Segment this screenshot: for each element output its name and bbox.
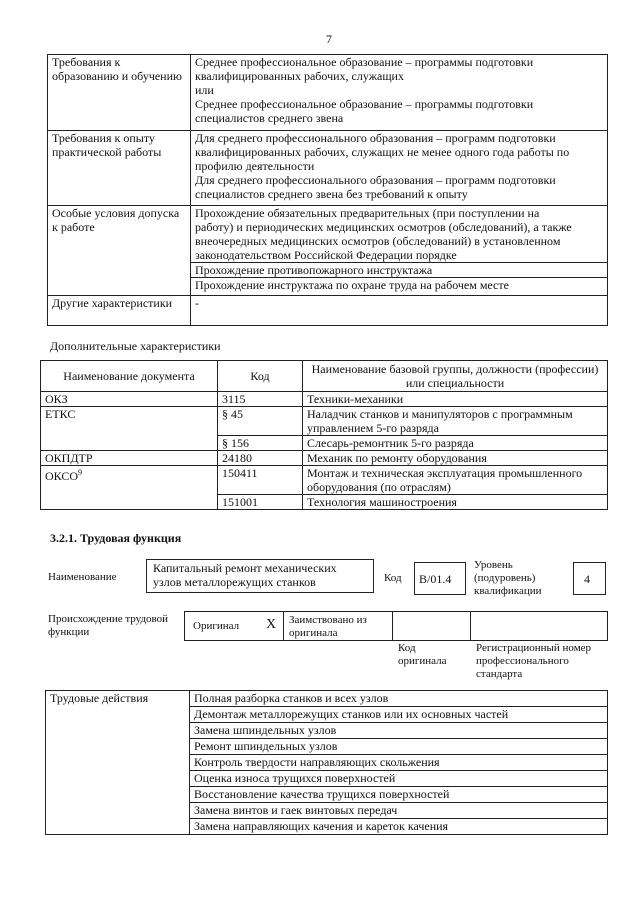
other-label: Другие характеристики	[48, 296, 191, 326]
code-label: Код	[384, 572, 402, 584]
admission-label: Особые условия допуска к работе	[48, 206, 191, 296]
code-cell: 24180	[218, 451, 303, 466]
divider	[392, 611, 393, 641]
labor-actions-table	[45, 690, 608, 835]
experience-line: профилю деятельности	[195, 159, 315, 173]
original-label: Оригинал	[193, 620, 240, 632]
header-code: Код	[218, 361, 303, 392]
orig-code-label: Код оригинала	[398, 642, 447, 667]
education-label: Требования к образованию и обучению	[48, 55, 191, 131]
list-item: Полная разборка станков и всех узлов	[190, 691, 607, 707]
section-title: 3.2.1. Трудовая функция	[50, 531, 182, 545]
original-mark: X	[266, 617, 277, 632]
header-doc: Наименование документа	[41, 361, 218, 392]
doc-cell: ОКПДТР	[41, 451, 218, 466]
labor-actions-label: Трудовые действия	[46, 691, 190, 835]
list-item: Контроль твердости направляющих скольжения	[190, 755, 607, 771]
education-line: Среднее профессиональное образование – программы подготовки	[195, 55, 534, 69]
admission-line: внеочередных медицинских осмотров (обследований) в установленном	[195, 234, 561, 248]
name-label: Наименование	[48, 571, 117, 583]
divider	[283, 611, 284, 641]
doc-cell: ЕТКС	[41, 407, 218, 451]
divider	[470, 611, 471, 641]
experience-line: Для среднего профессионального образования – программ подготовки	[195, 173, 556, 187]
list-item: Демонтаж металлорежущих станков или их основных частей	[190, 707, 607, 723]
name-cell: Слесарь-ремонтник 5-го разряда	[303, 436, 608, 451]
education-line: квалифицированных рабочих, служащих	[195, 69, 404, 83]
labor-actions-list	[190, 691, 608, 835]
name-cell: Наладчик станков и манипуляторов с программным управлением 5-го разряда	[303, 407, 608, 436]
header-name: Наименование базовой группы, должности (профессии) или специальности	[303, 361, 608, 392]
experience-value	[191, 131, 608, 206]
name-cell: Техники-механики	[303, 392, 608, 407]
admission-line: работу) и периодических медицинских осмотров (обследований), а также	[195, 220, 572, 234]
list-item: Оценка износа трущихся поверхностей	[190, 771, 607, 787]
admission-value	[191, 206, 608, 296]
admission-fire: Прохождение противопожарного инструктажа	[191, 262, 607, 277]
admission-line: Прохождение обязательных предварительных (при поступлении на	[195, 206, 540, 220]
list-item: Восстановление качества трущихся поверхностей	[190, 787, 607, 803]
function-code: B/01.4	[414, 562, 466, 595]
name-cell: Механик по ремонту оборудования	[303, 451, 608, 466]
other-value: -	[191, 296, 608, 326]
code-cell: § 156	[218, 436, 303, 451]
code-cell: 150411	[218, 466, 303, 495]
origin-box	[184, 611, 608, 641]
education-line: или	[195, 83, 214, 97]
admission-line: законодательством Российской Федерации порядке	[195, 248, 457, 262]
doc-cell	[41, 466, 218, 510]
table-row	[41, 392, 608, 407]
additional-title: Дополнительные характеристики	[50, 339, 221, 353]
classifiers-table	[40, 360, 608, 510]
table-row	[41, 466, 608, 495]
name-cell: Монтаж и техническая эксплуатация промышленного оборудования (по отраслям)	[303, 466, 608, 495]
level-value: 4	[573, 562, 606, 595]
name-cell: Технология машиностроения	[303, 495, 608, 510]
code-cell: 151001	[218, 495, 303, 510]
doc-cell: ОКЗ	[41, 392, 218, 407]
doc-okso: ОКСО	[45, 469, 79, 483]
education-line: Среднее профессиональное образование – программы подготовки	[195, 97, 534, 111]
education-value	[191, 55, 608, 131]
experience-label: Требования к опыту практической работы	[48, 131, 191, 206]
page-number: 7	[326, 32, 332, 46]
experience-line: Для среднего профессионального образования – программ подготовки	[195, 131, 556, 145]
reg-number-label: Регистрационный номер профессионального стандарта	[476, 642, 592, 680]
requirements-table	[47, 54, 608, 326]
table-row	[41, 407, 608, 436]
education-line: специалистов среднего звена	[195, 111, 344, 125]
footnote-mark: 9	[78, 468, 83, 477]
list-item: Ремонт шпиндельных узлов	[190, 739, 607, 755]
function-name: Капитальный ремонт механических узлов металлорежущих станков	[146, 559, 374, 593]
admission-safety: Прохождение инструктажа по охране труда на рабочем месте	[191, 277, 607, 292]
list-item: Замена направляющих качения и кареток качения	[194, 819, 449, 833]
list-item: Замена винтов и гаек винтовых передач	[190, 803, 607, 819]
origin-label: Происхождение трудовой функции	[48, 613, 169, 638]
experience-line: квалифицированных рабочих, служащих не менее одного года работы по	[195, 145, 570, 159]
code-cell: 3115	[218, 392, 303, 407]
table-row	[41, 451, 608, 466]
experience-line: специалистов среднего звена без требований к опыту	[195, 187, 468, 201]
code-cell: § 45	[218, 407, 303, 436]
borrowed-label: Заимствовано из оригинала	[289, 614, 367, 639]
list-item: Замена шпиндельных узлов	[190, 723, 607, 739]
level-label: Уровень (подуровень) квалификации	[474, 559, 542, 597]
